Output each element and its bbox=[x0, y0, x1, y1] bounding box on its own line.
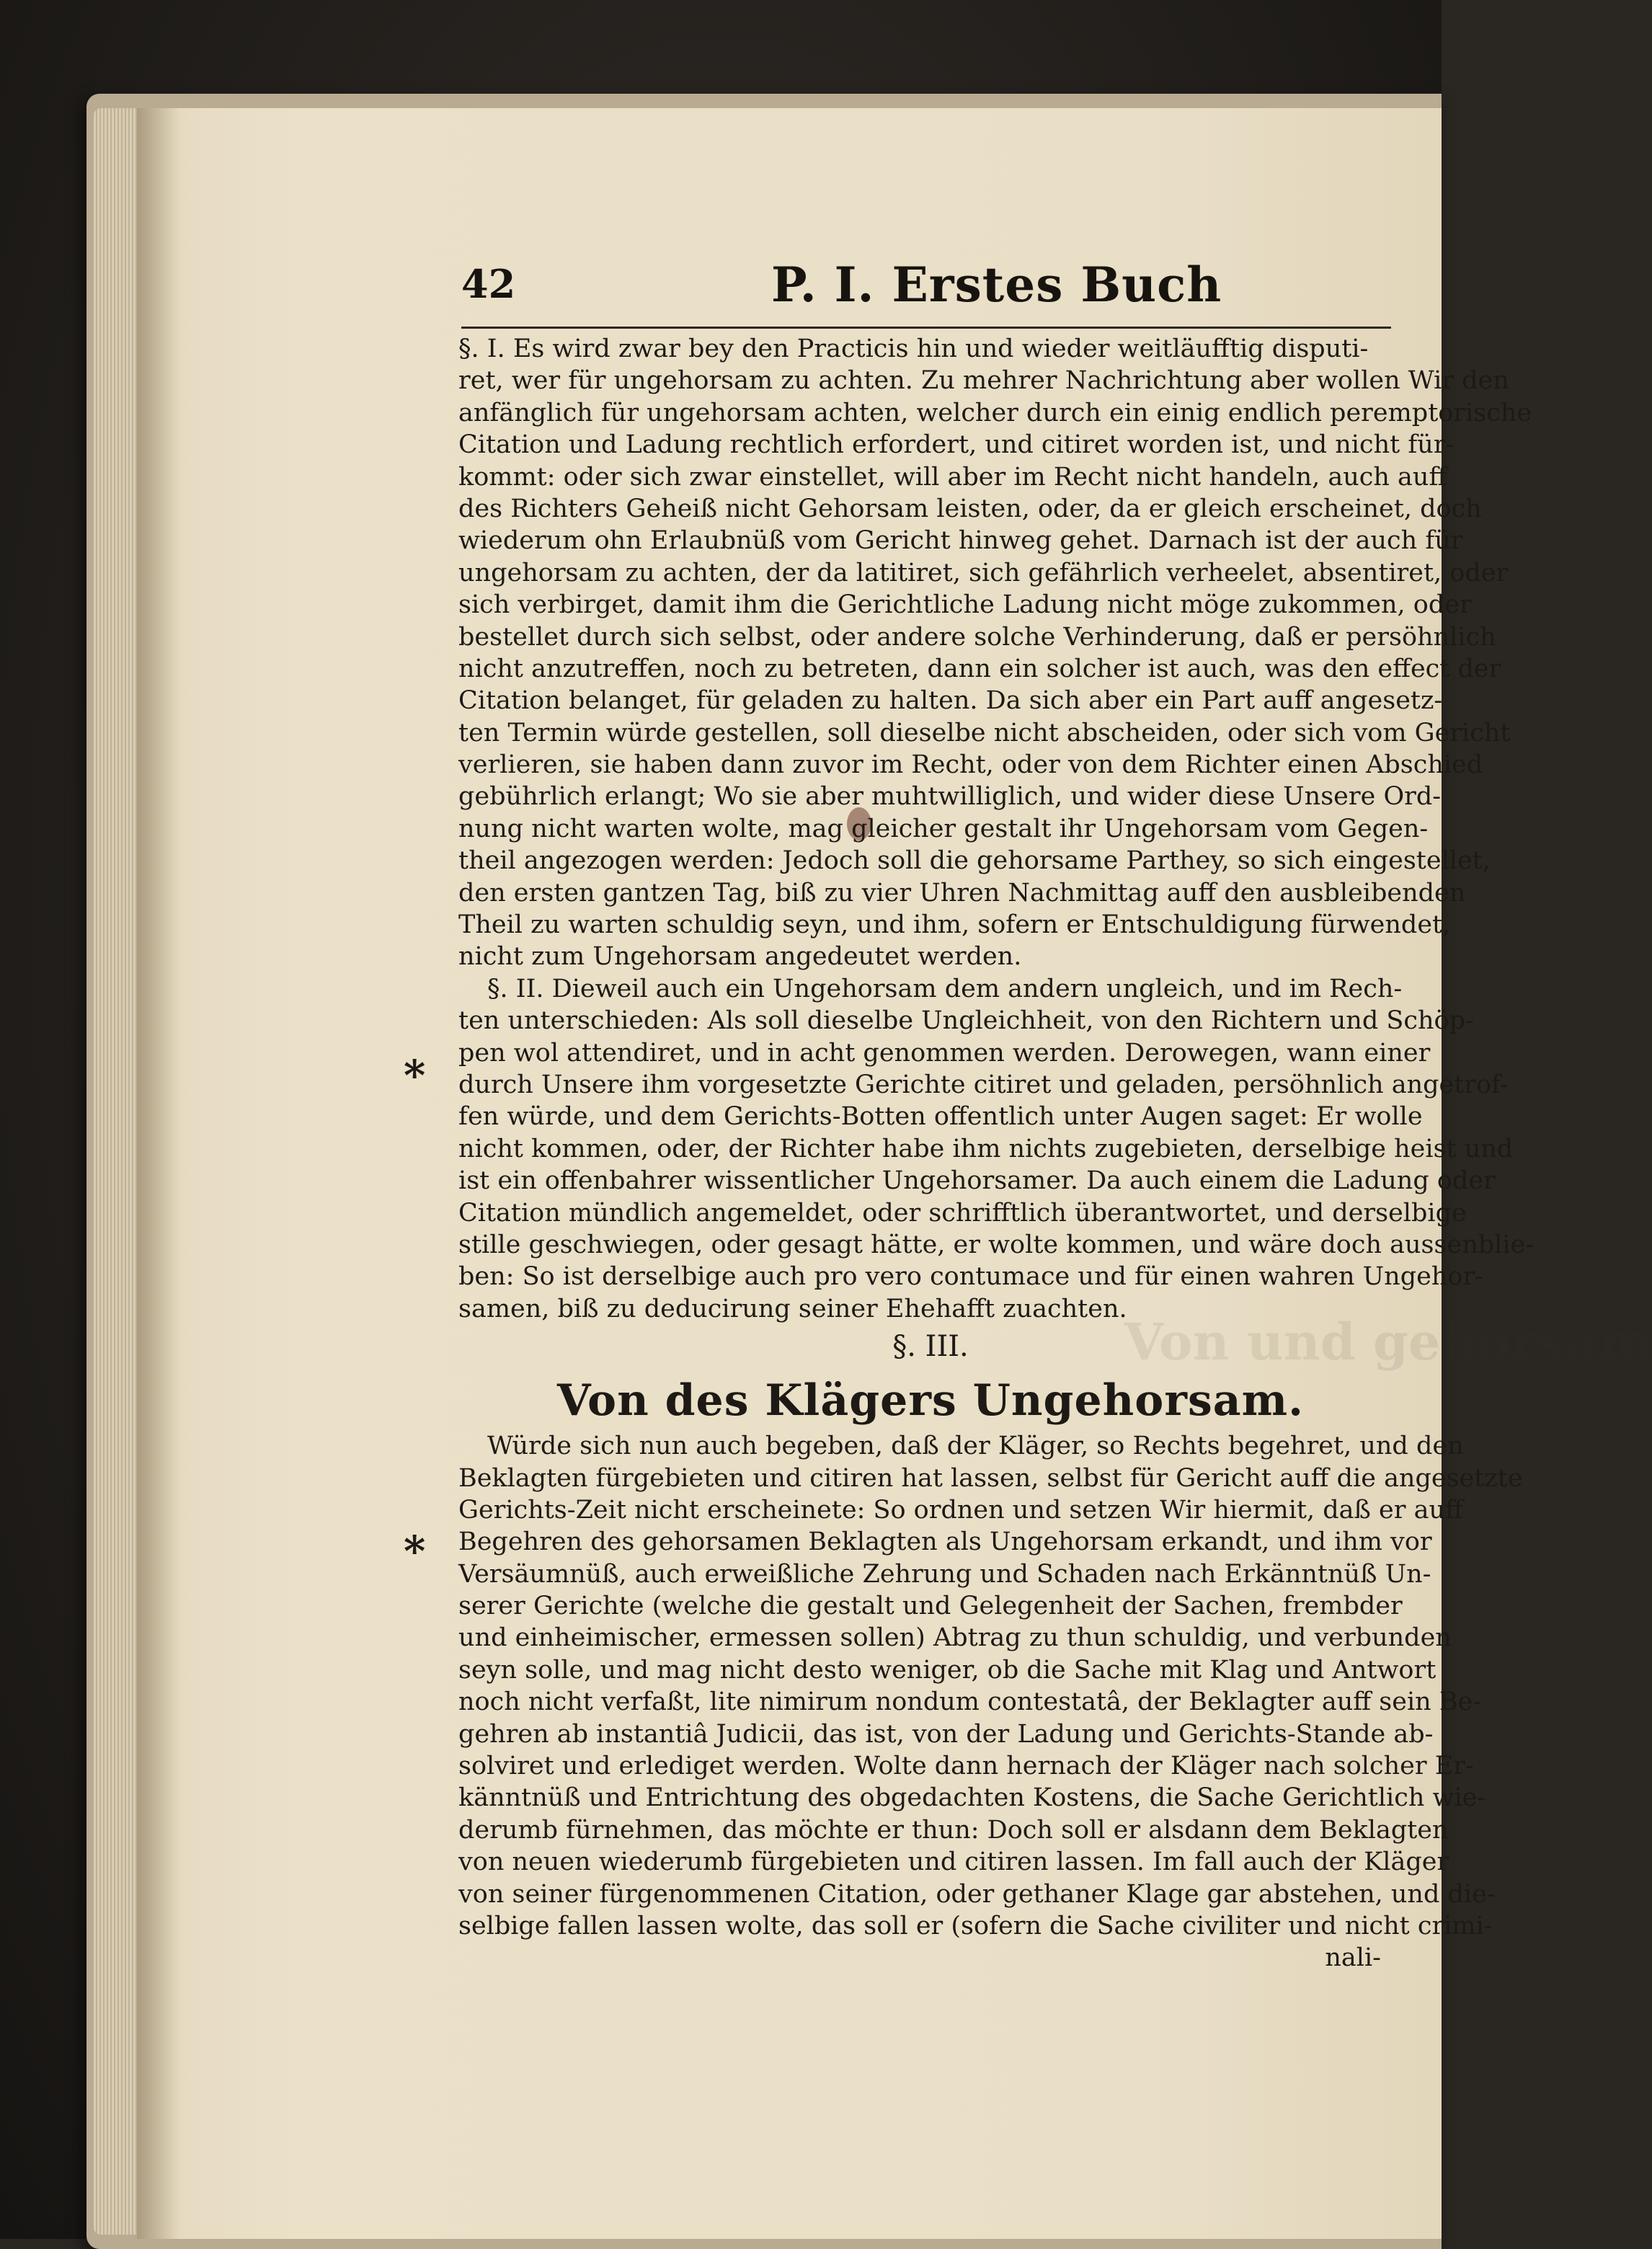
text-line: durch Unsere ihm vorgesetzte Gerichte citiret und geladen, persöhnlich angetrof- bbox=[458, 1070, 1509, 1099]
text-line: des Richters Geheiß nicht Gehorsam leisten, oder, da er gleich erscheinet, doch bbox=[458, 494, 1482, 523]
text-line: wiederum ohn Erlaubnüß vom Gericht hinweg gehet. Darnach ist der auch für bbox=[458, 526, 1463, 556]
spine-shadow bbox=[137, 108, 180, 2239]
text-line: Citation und Ladung rechtlich erfordert, und citiret worden ist, und nicht für- bbox=[458, 430, 1455, 460]
text-line: seyn solle, und mag nicht desto weniger, ob die Sache mit Klag und Antwort bbox=[458, 1655, 1436, 1685]
section-heading: Von des Klägers Ungehorsam. bbox=[557, 1375, 1304, 1427]
text-line: ten unterschieden: Als soll dieselbe Ungleichheit, von den Richtern und Schöp- bbox=[458, 1006, 1474, 1036]
asterisk-mark: * bbox=[404, 1527, 426, 1576]
text-line: fen würde, und dem Gerichts-Botten offentlich unter Augen saget: Er wolle bbox=[458, 1102, 1423, 1132]
text-line: von neuen wiederumb fürgebieten und citiren lassen. Im fall auch der Kläger bbox=[458, 1847, 1449, 1877]
text-line: Theil zu warten schuldig seyn, und ihm, sofern er Entschuldigung fürwendet, bbox=[458, 910, 1451, 940]
text-line: känntnüß und Entrichtung des obgedachten Kostens, die Sache Gerichtlich wie- bbox=[458, 1783, 1486, 1813]
text-line: solviret und erlediget werden. Wolte dann hernach der Kläger nach solcher Er- bbox=[458, 1752, 1474, 1781]
text-line: nali- bbox=[1325, 1943, 1381, 1973]
text-line: von seiner fürgenommenen Citation, oder gethaner Klage gar abstehen, und die- bbox=[458, 1879, 1496, 1909]
text-line: ben: So ist derselbige auch pro vero contumace und für einen wahren Ungehor- bbox=[458, 1262, 1483, 1292]
text-line: Citation mündlich angemeldet, oder schrifftlich überantwortet, und derselbige bbox=[458, 1198, 1467, 1228]
text-line: gehren ab instantiâ Judicii, das ist, von der Ladung und Gerichts-Stande ab- bbox=[458, 1719, 1434, 1749]
text-line: bestellet durch sich selbst, oder andere solche Verhinderung, daß er persöhnlich bbox=[458, 622, 1496, 652]
body-text bbox=[458, 333, 1652, 2200]
text-line: gebührlich erlangt; Wo sie aber muhtwilliglich, und wider diese Unsere Ord- bbox=[458, 782, 1442, 812]
bleed-through-text: Von und gehorsam bbox=[1124, 1312, 1652, 1372]
page-number: 42 bbox=[461, 261, 516, 307]
text-line: nicht anzutreffen, noch zu betreten, dann ein solcher ist auch, was den effect der bbox=[458, 654, 1501, 683]
text-line: den ersten gantzen Tag, biß zu vier Uhren Nachmittag auff den ausbleibenden bbox=[458, 878, 1466, 908]
text-line: serer Gerichte (welche die gestalt und Gelegenheit der Sachen, frembder bbox=[458, 1592, 1403, 1621]
text-line: derumb fürnehmen, das möchte er thun: Doch soll er alsdann dem Beklagten bbox=[458, 1815, 1449, 1845]
text-line: selbige fallen lassen wolte, das soll er (sofern die Sache civiliter und nicht crimi- bbox=[458, 1911, 1493, 1940]
paragraph-1 bbox=[458, 333, 1532, 973]
text-line: §. I. Es wird zwar bey den Practicis hin und wieder weitläufftig disputi- bbox=[458, 334, 1369, 363]
text-line: samen, biß zu deducirung seiner Ehehafft zuachten. bbox=[458, 1294, 1127, 1323]
text-line: stille geschwiegen, oder gesagt hätte, er wolte kommen, und wäre doch aussenblie- bbox=[458, 1230, 1535, 1259]
text-line: und einheimischer, ermessen sollen) Abtrag zu thun schuldig, und verbunden bbox=[458, 1623, 1452, 1653]
text-line: §. II. Dieweil auch ein Ungehorsam dem andern ungleich, und im Rech- bbox=[487, 974, 1403, 1003]
text-line: Versäumnüß, auch erweißliche Zehrung und Schaden nach Erkänntnüß Un- bbox=[458, 1559, 1431, 1589]
text-line: ist ein offenbahrer wissentlicher Ungehorsamer. Da auch einem die Ladung oder bbox=[458, 1166, 1496, 1196]
text-line: noch nicht verfaßt, lite nimirum nondum contestatâ, der Beklagter auff sein Be- bbox=[458, 1687, 1482, 1717]
text-line: ten Termin würde gestellen, soll dieselbe nicht abscheiden, oder sich vom Gericht bbox=[458, 718, 1511, 748]
text-line: Begehren des gehorsamen Beklagten als Ungehorsam erkandt, und ihm vor bbox=[458, 1527, 1432, 1557]
section-number: §. III. bbox=[892, 1330, 969, 1364]
paragraph-2 bbox=[458, 973, 1535, 1325]
text-line: Citation belanget, für geladen zu halten. Da sich aber ein Part auff angesetz- bbox=[458, 686, 1443, 716]
asterisk-mark: * bbox=[404, 1051, 426, 1100]
text-line: Würde sich nun auch begeben, daß der Kläger, so Rechts begehret, und den bbox=[487, 1432, 1464, 1461]
text-line: ret, wer für ungehorsam zu achten. Zu mehrer Nachrichtung aber wollen Wir den bbox=[458, 366, 1509, 396]
running-head: P. I. Erstes Buch bbox=[771, 257, 1222, 313]
text-line: ungehorsam zu achten, der da latitiret, sich gefährlich verheelet, absentiret, oder bbox=[458, 558, 1509, 587]
paragraph-3 bbox=[458, 1430, 1523, 1974]
text-line: theil angezogen werden: Jedoch soll die gehorsame Parthey, so sich eingestellet, bbox=[458, 846, 1491, 876]
text-line: pen wol attendiret, und in acht genommen werden. Derowegen, wann einer bbox=[458, 1038, 1431, 1068]
text-line: nicht zum Ungehorsam angedeutet werden. bbox=[458, 942, 1022, 972]
text-line: nung nicht warten wolte, mag gleicher gestalt ihr Ungehorsam vom Gegen- bbox=[458, 814, 1429, 843]
text-line: Gerichts-Zeit nicht erscheinete: So ordnen und setzen Wir hiermit, daß er auff bbox=[458, 1495, 1463, 1525]
header-rule bbox=[461, 327, 1391, 329]
text-line: verlieren, sie haben dann zuvor im Recht, oder von dem Richter einen Abschied bbox=[458, 750, 1483, 780]
text-line: Beklagten fürgebieten und citiren hat lassen, selbst für Gericht auff die angesetzte bbox=[458, 1463, 1523, 1493]
text-line: nicht kommen, oder, der Richter habe ihm nichts zugebieten, derselbige heist und bbox=[458, 1134, 1514, 1163]
text-line: kommt: oder sich zwar einstellet, will aber im Recht nicht handeln, auch auff bbox=[458, 462, 1447, 492]
page-header bbox=[461, 257, 1413, 326]
text-line: sich verbirget, damit ihm die Gerichtliche Ladung nicht möge zukommen, oder bbox=[458, 590, 1472, 620]
text-line: anfänglich für ungehorsam achten, welcher durch ein einig endlich peremptorische bbox=[458, 398, 1532, 427]
